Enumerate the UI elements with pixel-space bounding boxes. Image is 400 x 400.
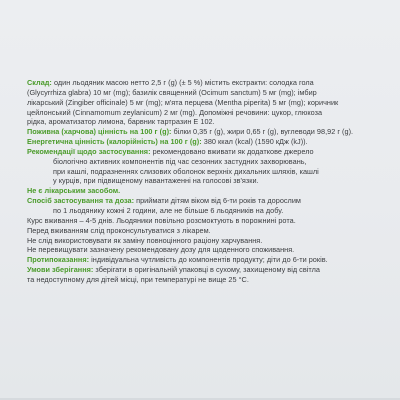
nutrition-text: білки 0,35 г (g), жири 0,65 г (g), вуглеводи 98,92 г (g). — [171, 127, 354, 137]
label-text-block — [27, 78, 387, 285]
not-medicine-notice: Не є лікарським засобом. — [27, 186, 121, 196]
composition-line-3: лікарський (Zingiber officinale) 5 мг (mg); м'ята перцева (Mentha piperita) 5 мг (mg); коричник — [27, 97, 339, 107]
storage-text-1: зберігати в оригінальній упаковці в сухому, захищеному від світла — [93, 265, 320, 275]
nutrition-heading: Поживна (харчова) цінність на 100 г (g): — [27, 127, 172, 137]
dosage-line-3: Курс вживання – 4-5 днів. Льодяники повільно розсмоктують в порожнині рота. — [27, 215, 296, 225]
recommendations-line-3: при кашлі, подразненнях слизових оболонок верхніх дихальних шляхів, кашлі — [53, 166, 319, 176]
dosage-line-1 — [27, 196, 387, 206]
recommendations-line-4: у курців, при підвищеному навантаженні на голосові зв'язки. — [53, 176, 259, 186]
contraindications-text: індивідуальна чутливість до компонентів продукту; діти до 6-ти років. — [89, 255, 328, 265]
energy-heading: Енергетична цінність (калорійність) на 100 г (g): — [27, 137, 202, 147]
dosage-heading: Спосіб застосування та доза: — [27, 196, 135, 206]
nutrition-line — [27, 127, 387, 137]
composition-line-4: цейлонський (Cinnamomum zeylanicum) 2 мг (mg). Допоміжні речовини: цукор, глюкоза — [27, 107, 323, 117]
composition-line-1 — [27, 78, 387, 88]
dosage-line-2: по 1 льодянику кожні 2 години, але не більше 6 льодяників на добу. — [53, 205, 284, 215]
dosage-line-5: Не слід використовувати як заміну повноцінного раціону харчування. — [27, 235, 263, 245]
recommendations-heading: Рекомендації щодо застосування: — [27, 146, 151, 156]
contraindications-line — [27, 255, 387, 265]
storage-heading: Умови зберігання: — [27, 265, 94, 275]
recommendations-text-1: рекомендовано вживати як додаткове джерело — [150, 146, 314, 156]
dosage-text-1: приймати дітям віком від 6-ти років та дорослим — [134, 196, 301, 206]
composition-line-5: рідка, ароматизатор лимона, барвник тартразин Е 102. — [27, 117, 215, 127]
energy-line — [27, 137, 387, 147]
recommendations-line-2: біологічно активних компонентів під час сезонних застудних захворювань, — [53, 156, 307, 166]
dosage-line-6: Не перевищувати зазначену рекомендовану дозу для щоденного споживання. — [27, 245, 295, 255]
composition-line-2: (Glycyrrhiza glabra) 10 мг (mg); базилік священний (Ocimum sanctum) 5 мг (mg); імбир — [27, 87, 317, 97]
recommendations-line-1 — [27, 147, 387, 157]
composition-text-1: один льодяник масою нетто 2,5 г (g) (± 5 %) містить екстракти: солодка гола — [53, 78, 314, 87]
dosage-line-4: Перед вживанням слід проконсультуватися з лікарем. — [27, 225, 211, 235]
storage-line-1 — [27, 265, 387, 275]
storage-line-2: та недоступному для дітей місці, при температурі не вище 25 °С. — [27, 274, 249, 284]
energy-text: 380 ккал (kcal) (1590 кДж (kJ)). — [201, 137, 308, 147]
contraindications-heading: Протипоказання: — [27, 255, 90, 265]
composition-heading: Склад: — [27, 78, 52, 87]
